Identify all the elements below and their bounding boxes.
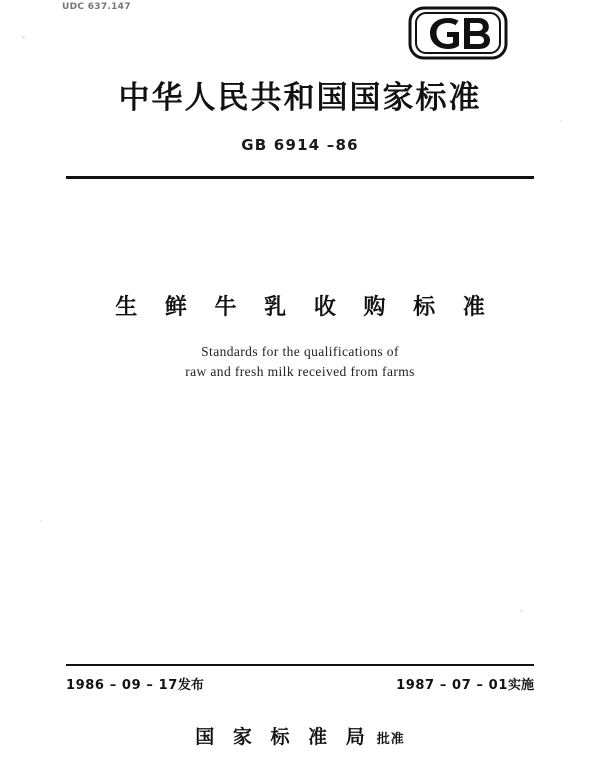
standard-number: GB 6914 –86 bbox=[241, 136, 359, 154]
gb-emblem-icon bbox=[404, 4, 512, 62]
approval-label: 批准 bbox=[376, 732, 405, 747]
subject-title-english bbox=[0, 342, 600, 382]
divider-bottom bbox=[66, 664, 534, 666]
effective-date-label: 实施 bbox=[507, 678, 534, 693]
issuing-authority bbox=[0, 722, 600, 749]
issue-date-label: 发布 bbox=[177, 678, 204, 693]
authority-name: 国 家 标 准 局 bbox=[195, 726, 371, 748]
issue-date bbox=[66, 674, 204, 693]
issue-date-value: 1986 – 09 – 17 bbox=[66, 678, 178, 693]
subject-title-chinese: 生 鲜 牛 乳 收 购 标 准 bbox=[115, 295, 495, 320]
national-standard-title: 中华人民共和国国家标准 bbox=[118, 80, 482, 116]
effective-date bbox=[396, 674, 534, 693]
english-title-line-1: Standards for the qualifications of bbox=[201, 344, 399, 359]
udc-code: UDC 637.147 bbox=[62, 2, 131, 12]
effective-date-value: 1987 – 07 – 01 bbox=[396, 678, 508, 693]
divider-top bbox=[66, 176, 534, 179]
english-title-line-2: raw and fresh milk received from farms bbox=[185, 364, 415, 379]
